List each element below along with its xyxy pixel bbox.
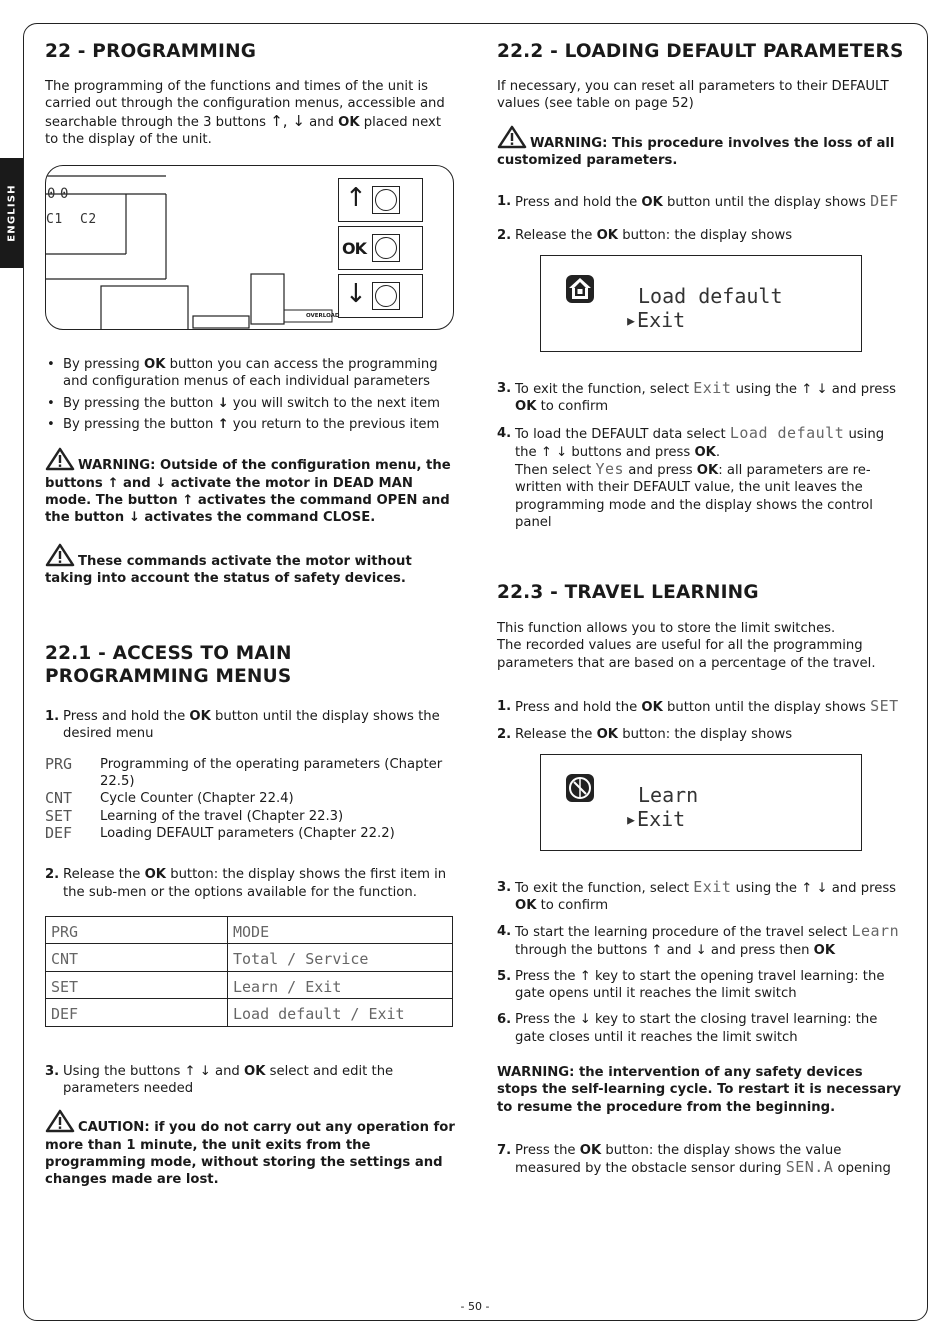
display-line-1: Load default bbox=[638, 283, 783, 308]
table-cell: MODE bbox=[228, 916, 453, 944]
section-22-1-step2 bbox=[45, 866, 455, 901]
section-22-3-step7 bbox=[497, 1142, 907, 1178]
section-22-3-intro-1: This function allows you to store the limit switches. bbox=[497, 621, 836, 637]
list-item: 4. To start the learning procedure of the travel select Learn through the buttons ↑ and ↓ and press then OK bbox=[497, 922, 900, 958]
learn-display bbox=[540, 754, 862, 851]
self-learning-warning: WARNING: the intervention of any safety devices stops the self-learning cycle. To restart it is necessary to resume the procedure from the beginning. bbox=[497, 1065, 902, 1115]
menu-desc: Loading DEFAULT parameters (Chapter 22.2) bbox=[100, 825, 395, 841]
safety-warning: These commands activate the motor without taking into account the status of safety devices. bbox=[45, 543, 455, 588]
display-line-1: Learn bbox=[638, 782, 699, 807]
table-cell: Learn / Exit bbox=[228, 971, 453, 999]
display-line-2: ▸Exit bbox=[625, 307, 686, 332]
warning-icon bbox=[45, 1109, 75, 1133]
section-22-2-steps-b bbox=[497, 380, 907, 531]
control-board-diagram bbox=[45, 165, 454, 330]
list-item: 6. Press the ↓ key to start the closing travel learning: the gate closes until it reaches the limit switch bbox=[497, 1012, 878, 1045]
section-22-3-intro-2: The recorded values are useful for all the programming parameters that are based on a percentage of the travel. bbox=[497, 638, 876, 671]
list-item: 5. Press the ↑ key to start the opening travel learning: the gate opens until it reaches the limit switch bbox=[497, 968, 885, 1002]
dead-man-warning: WARNING: Outside of the configuration menu, the buttons ↑ and ↓ activate the motor in DEAD MAN mode. The button ↑ activates the command OPEN and the button ↓ activates the command CLOSE. bbox=[45, 447, 455, 526]
list-item: 4. To load the DEFAULT data select Load default using the ↑ ↓ buttons and press OK. Then select Yes and press OK: all parameters are re-written with their DEFAULT value, the unit leaves the programming mode and the display shows the control panel bbox=[497, 424, 885, 530]
menu-code: DEF bbox=[45, 823, 73, 842]
right-column bbox=[497, 40, 907, 1184]
menu-desc: Cycle Counter (Chapter 22.4) bbox=[100, 791, 294, 807]
section-22-intro: The programming of the functions and times of the unit is carried out through the configuration menus, accessible and searchable through the 3 buttons ↑, ↓ and OK placed next to the display of the unit. bbox=[45, 79, 445, 147]
default-loss-warning: WARNING: This procedure involves the loss of all customized parameters. bbox=[497, 125, 907, 170]
section-22-1-title: 22.1 - ACCESS TO MAIN PROGRAMMING MENUS bbox=[45, 643, 292, 688]
board-down-button[interactable] bbox=[338, 274, 423, 318]
menu-code: PRG bbox=[45, 754, 73, 773]
list-item: 2. Release the OK button: the display shows bbox=[497, 727, 793, 743]
list-item: • By pressing OK button you can access the programming and configuration menus of each individual parameters bbox=[45, 356, 455, 391]
load-default-display bbox=[540, 255, 862, 352]
list-item: 3. To exit the function, select Exit using the ↑ ↓ and press OK to confirm bbox=[497, 378, 897, 415]
list-item: 1. Press and hold the OK button until the display shows the desired menu bbox=[45, 709, 440, 742]
section-22-2-title: 22.2 - LOADING DEFAULT PARAMETERS bbox=[497, 41, 904, 62]
section-22-3-title: 22.3 - TRAVEL LEARNING bbox=[497, 582, 759, 604]
section-22-bullets bbox=[45, 356, 455, 433]
table-cell: PRG bbox=[46, 916, 228, 944]
page-number: - 50 - bbox=[460, 1300, 490, 1313]
timeout-caution: CAUTION: if you do not carry out any operation for more than 1 minute, the unit exits from the programming mode, without storing the settings and changes made are lost. bbox=[45, 1109, 455, 1188]
list-item: • By pressing the button ↑ you return to the previous item bbox=[45, 416, 455, 433]
list-item: 2. Release the OK button: the display shows bbox=[497, 228, 793, 244]
table-cell: Load default / Exit bbox=[228, 999, 453, 1027]
table-cell: DEF bbox=[46, 999, 228, 1027]
list-item: 7. Press the OK button: the display shows the value measured by the obstacle sensor during SEN.A opening bbox=[497, 1142, 891, 1177]
ok-button-label: OK bbox=[342, 239, 366, 259]
warning-icon bbox=[45, 447, 75, 471]
table-row bbox=[46, 971, 453, 999]
menu-options-table bbox=[45, 916, 453, 1027]
table-cell: SET bbox=[46, 971, 228, 999]
section-22-3-steps-b bbox=[497, 879, 907, 1046]
home-default-icon bbox=[565, 274, 595, 304]
list-item: 3. Using the buttons ↑ ↓ and OK select and edit the parameters needed bbox=[45, 1063, 394, 1097]
section-22-1-step1 bbox=[45, 708, 455, 743]
c2-terminal-label: C2 bbox=[80, 212, 97, 228]
list-item: • By pressing the button ↓ you will switch to the next item bbox=[45, 395, 455, 412]
section-22-2-steps-a bbox=[497, 193, 907, 245]
menu-code: SET bbox=[45, 806, 73, 825]
warning-icon bbox=[497, 125, 527, 149]
board-ok-button[interactable] bbox=[338, 226, 423, 270]
section-22-2-intro: If necessary, you can reset all parameters to their DEFAULT values (see table on page 52) bbox=[497, 79, 889, 112]
section-22-1-step3 bbox=[45, 1063, 455, 1098]
language-tab-label: ENGLISH bbox=[6, 184, 17, 242]
learn-travel-icon bbox=[565, 773, 595, 803]
language-tab bbox=[0, 158, 23, 268]
board-up-button[interactable] bbox=[338, 178, 423, 222]
board-display-digits: 0 bbox=[47, 186, 56, 203]
list-item: 1. Press and hold the OK button until the display shows SET bbox=[497, 697, 899, 716]
warning-icon bbox=[45, 543, 75, 567]
list-item: 1. Press and hold the OK button until the display shows DEF bbox=[497, 192, 899, 211]
display-line-2: ▸Exit bbox=[625, 806, 686, 831]
list-item: 3. To exit the function, select Exit using the ↑ ↓ and press OK to confirm bbox=[497, 877, 897, 913]
section-22-title: 22 - PROGRAMMING bbox=[45, 41, 257, 62]
table-row bbox=[46, 999, 453, 1027]
table-row bbox=[46, 916, 453, 944]
menu-code: CNT bbox=[45, 789, 73, 808]
arrow-down-icon: ↓ bbox=[345, 279, 367, 310]
c1-terminal-label: C1 bbox=[46, 212, 63, 228]
overload-label: OVERLOAD bbox=[306, 313, 340, 320]
list-item: 2. Release the OK button: the display shows the first item in the sub-men or the options available for the function. bbox=[45, 867, 447, 900]
table-cell: Total / Service bbox=[228, 944, 453, 972]
menu-desc: Programming of the operating parameters (Chapter 22.5) bbox=[100, 756, 443, 790]
left-column bbox=[45, 40, 455, 1189]
menu-code-list bbox=[45, 756, 455, 842]
menu-desc: Learning of the travel (Chapter 22.3) bbox=[100, 808, 344, 824]
section-22-3-steps-a bbox=[497, 698, 907, 744]
arrow-up-icon: ↑ bbox=[345, 183, 367, 214]
board-display-digits-2: 0 bbox=[60, 186, 69, 203]
table-row bbox=[46, 944, 453, 972]
table-cell: CNT bbox=[46, 944, 228, 972]
